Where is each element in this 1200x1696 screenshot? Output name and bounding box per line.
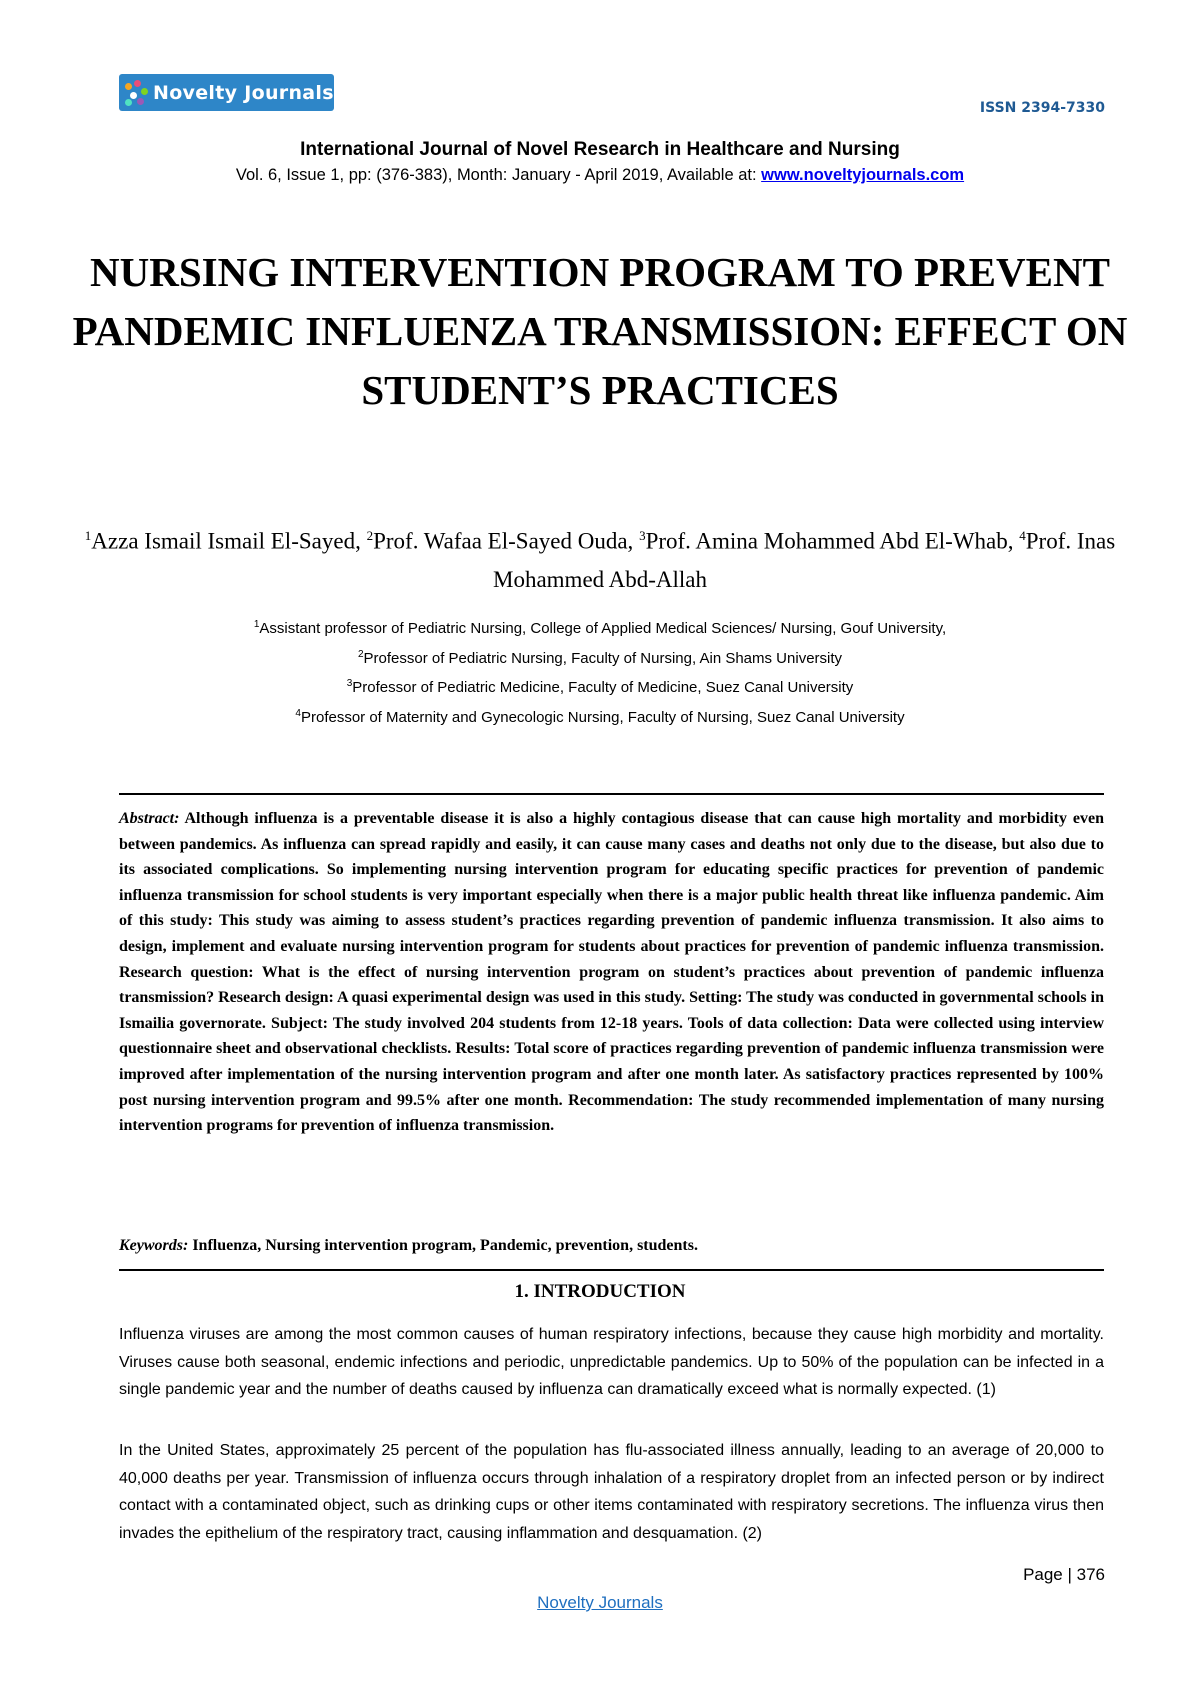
affiliation-text: Professor of Pediatric Medicine, Faculty of Medicine, Suez Canal University (352, 679, 854, 696)
section-heading-introduction: 1. INTRODUCTION (514, 1281, 686, 1302)
affiliation-sup: 1 (253, 619, 260, 630)
keywords (119, 1234, 1104, 1258)
author-name: Prof. Inas Mohammed Abd-Allah (493, 528, 1116, 592)
affiliation-sup: 2 (357, 648, 364, 660)
keywords-text: Influenza, Nursing intervention program, Pandemic, prevention, students. (188, 1237, 698, 1254)
journal-url-link[interactable]: www.noveltyjournals.com (761, 166, 965, 184)
paper-title: NURSING INTERVENTION PROGRAM TO PREVENT PANDEMIC INFLUENZA TRANSMISSION: EFFECT ON STUDENT’S PRACTICES (72, 249, 1128, 413)
author-sup: 3 (639, 528, 646, 543)
abstract (119, 806, 1104, 1139)
body-paragraph: Influenza viruses are among the most common causes of human respiratory infections, because they cause high morbidity and mortality. Viruses cause both seasonal, endemic infections and periodic, unpredictable pandemics. Up to 50% of the population can be infected in a single pandemic year and the number of deaths caused by influenza can dramatically exceed what is normally expected. (1) (119, 1326, 1104, 1398)
novelty-journals-logo[interactable] (119, 74, 334, 111)
footer-link[interactable]: Novelty Journals (537, 1593, 663, 1612)
affiliation-item (60, 701, 1140, 731)
keywords-label: Keywords: (119, 1237, 189, 1254)
body-paragraph: In the United States, approximately 25 percent of the population has flu-associated illness annually, leading to an average of 20,000 to 40,000 deaths per year. Transmission of influenza occurs through inhalation of a respiratory droplet from an infected person or by indirect contact with a contaminated object, such as drinking cups or other items contaminated with respiratory secretions. The influenza virus then invades the epithelium of the respiratory tract, causing inflammation and desquamation. (2) (119, 1442, 1104, 1542)
affiliation-item (60, 642, 1140, 672)
author-sup: 4 (1019, 528, 1026, 543)
abstract-bottom-rule (119, 1269, 1104, 1271)
affiliation-item (60, 612, 1140, 642)
journal-title: International Journal of Novel Research in Healthcare and Nursing (300, 139, 900, 160)
affiliation-text: Professor of Pediatric Nursing, Faculty of Nursing, Ain Shams University (363, 649, 843, 667)
author-name: Azza Ismail Ismail El-Sayed, (91, 528, 367, 554)
author-sup: 2 (366, 528, 374, 543)
journal-meta-text: Vol. 6, Issue 1, pp: (376-383), Month: January - April 2019, Available at: (235, 166, 762, 184)
affiliation-text: Professor of Maternity and Gynecologic Nursing, Faculty of Nursing, Suez Canal University (300, 708, 905, 726)
author-name: Prof. Wafaa El-Sayed Ouda, (373, 528, 640, 554)
affiliation-item (60, 671, 1140, 701)
journal-meta (0, 166, 1200, 185)
logo-text: Novelty Journals (153, 81, 334, 104)
author-sup: 1 (84, 528, 92, 543)
affiliation-sup: 3 (346, 678, 353, 689)
author-list (60, 517, 1140, 599)
affiliation-sup: 4 (295, 707, 301, 719)
author-name: Prof. Amina Mohammed Abd El-Whab, (645, 528, 1020, 554)
affiliation-text: Assistant professor of Pediatric Nursing, College of Applied Medical Sciences/ Nursing, Gouf University, (259, 620, 947, 637)
abstract-text: Although influenza is a preventable disease it is also a highly contagious disease that can cause high mortality and morbidity even between pandemics. As influenza can spread rapidly and easily, it can cause many cases and deaths not only due to the disease, but also due to its associated complications. So implementing nursing intervention program for educating specific practices for prevention of pandemic influenza transmission for school students is very important especially when there is a major public health threat like influenza pandemic. Aim of this study: This study was aiming to assess student’s practices regarding prevention of pandemic influenza transmission. It also aims to design, implement and evaluate nursing intervention program for students about practices for prevention of pandemic influenza transmission. Research question: What is the effect of nursing intervention program on student’s practices about prevention of pandemic influenza transmission? Research design: A quasi experimental design was used in this study. Setting: The study was conducted in governmental schools in Ismailia governorate. Subject: The study involved 204 students from 12-18 years. Tools of data collection: Data were collected using interview questionnaire sheet and observational checklists. Results: Total score of practices regarding prevention of pandemic influenza transmission were improved after implementation of the nursing intervention program and after one month later. As satisfactory practices represented by 100% post nursing intervention program and 99.5% after one month. Recommendation: The study recommended implementation of many nursing intervention programs for prevention of influenza transmission. (119, 810, 1105, 1135)
abstract-label: Abstract: (119, 810, 180, 827)
page-number: Page | 376 (1023, 1565, 1105, 1584)
affiliation-list (60, 612, 1140, 730)
abstract-top-rule (119, 793, 1104, 795)
logo-dots-icon (119, 74, 153, 111)
issn: ISSN 2394-7330 (979, 100, 1105, 116)
